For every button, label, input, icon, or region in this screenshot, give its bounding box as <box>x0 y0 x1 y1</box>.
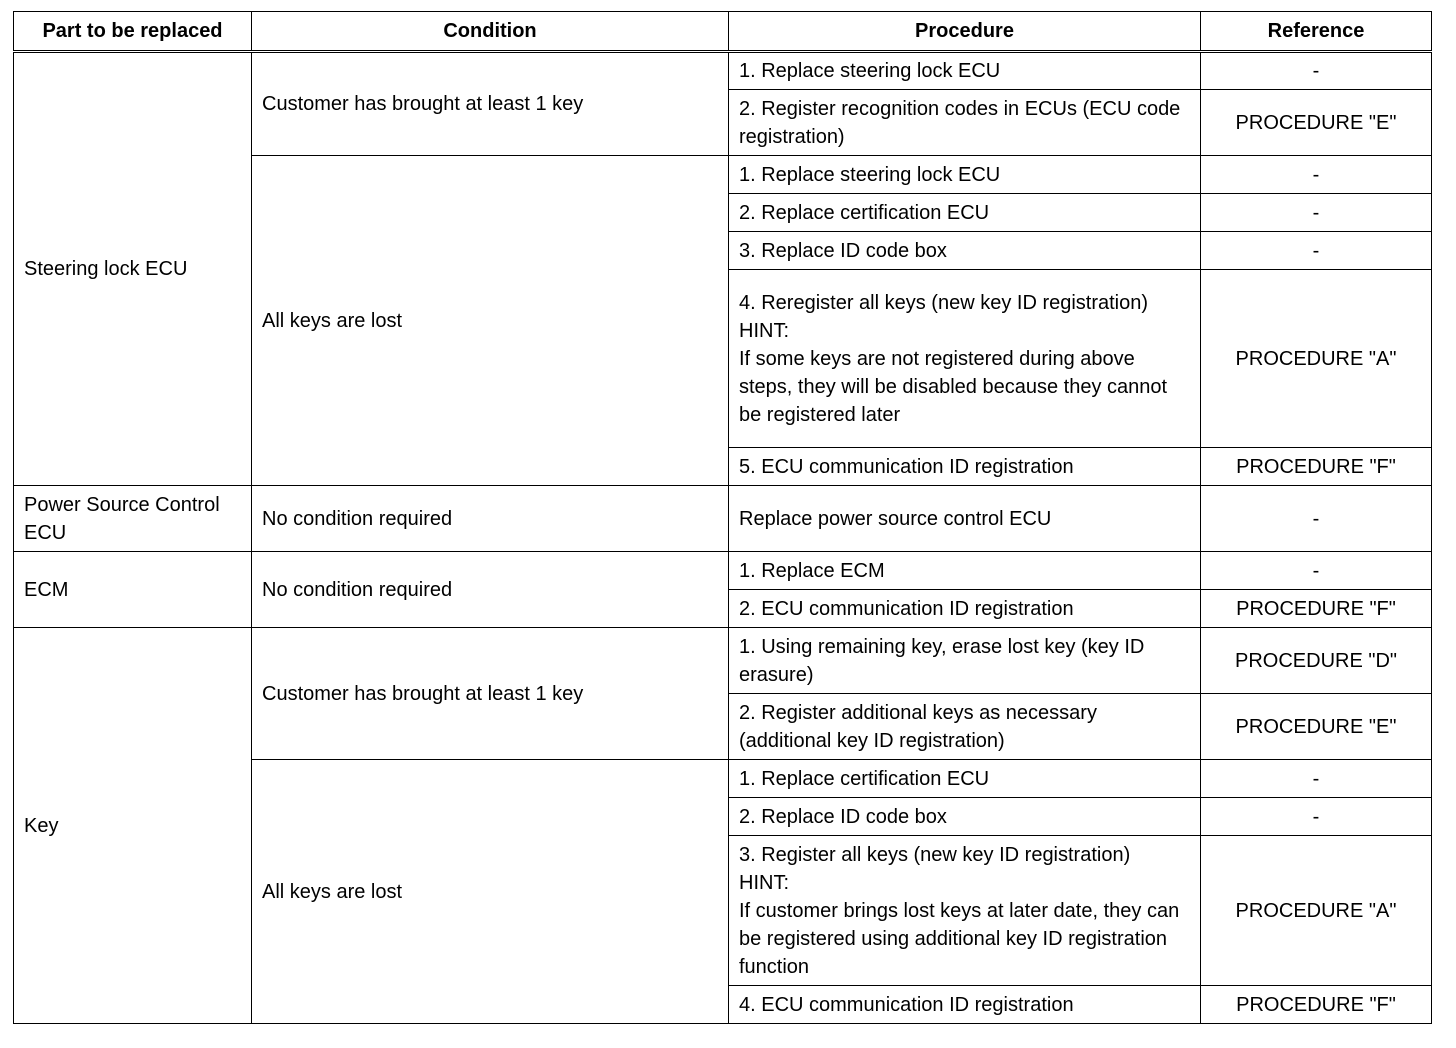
procedure-text: 3. Replace ID code box <box>739 239 947 262</box>
condition-cell: No condition required <box>252 552 729 628</box>
procedure-cell <box>729 156 1201 194</box>
procedure-cell <box>729 694 1201 760</box>
procedure-cell <box>729 194 1201 232</box>
procedure-text: 2. Register recognition codes in ECUs (ECU code registration) <box>739 97 1181 148</box>
hint-label: HINT: <box>739 871 789 894</box>
part-cell: Steering lock ECU <box>14 52 252 486</box>
hint-label: HINT: <box>739 319 789 342</box>
reference-cell: - <box>1201 194 1432 232</box>
procedure-cell <box>729 90 1201 156</box>
condition-cell: All keys are lost <box>252 156 729 486</box>
reference-cell: - <box>1201 486 1432 552</box>
hint-text: If customer brings lost keys at later date, they can be registered using additional key ID registration function <box>739 899 1180 978</box>
header-procedure: Procedure <box>729 12 1201 52</box>
reference-cell: - <box>1201 156 1432 194</box>
procedure-text: Replace power source control ECU <box>739 507 1052 530</box>
reference-cell: PROCEDURE "F" <box>1201 448 1432 486</box>
procedure-cell <box>729 52 1201 90</box>
condition-cell: All keys are lost <box>252 760 729 1024</box>
reference-cell: - <box>1201 52 1432 90</box>
procedure-text: 1. Replace steering lock ECU <box>739 60 1001 82</box>
replacement-table-container <box>13 11 1431 1024</box>
reference-cell: PROCEDURE "F" <box>1201 590 1432 628</box>
hint-text: If some keys are not registered during above steps, they will be disabled because they cannot be registered later <box>739 347 1168 426</box>
procedure-text: 2. Replace ID code box <box>739 805 947 828</box>
procedure-text: 2. ECU communication ID registration <box>739 597 1074 620</box>
header-row <box>14 12 1432 52</box>
header-reference: Reference <box>1201 12 1432 52</box>
table-row <box>14 52 1432 90</box>
procedure-text: 3. Register all keys (new key ID registration) <box>739 843 1131 866</box>
reference-cell: PROCEDURE "E" <box>1201 90 1432 156</box>
header-condition: Condition <box>252 12 729 52</box>
reference-cell: - <box>1201 760 1432 798</box>
procedure-text: 5. ECU communication ID registration <box>739 455 1074 478</box>
procedure-cell <box>729 448 1201 486</box>
reference-cell: PROCEDURE "D" <box>1201 628 1432 694</box>
reference-cell: - <box>1201 232 1432 270</box>
procedure-text: 2. Register additional keys as necessary (additional key ID registration) <box>739 701 1097 752</box>
condition-cell: No condition required <box>252 486 729 552</box>
part-cell: Key <box>14 628 252 1024</box>
table-row <box>14 628 1432 694</box>
reference-cell: - <box>1201 798 1432 836</box>
procedure-cell <box>729 798 1201 836</box>
procedure-text: 1. Replace ECM <box>739 559 885 582</box>
procedure-text: 4. ECU communication ID registration <box>739 993 1074 1016</box>
procedure-cell <box>729 270 1201 448</box>
procedure-text: 4. Reregister all keys (new key ID registration) <box>739 291 1149 314</box>
part-cell: Power Source Control ECU <box>14 486 252 552</box>
reference-cell: PROCEDURE "A" <box>1201 270 1432 448</box>
header-part: Part to be replaced <box>14 12 252 52</box>
condition-cell: Customer has brought at least 1 key <box>252 628 729 760</box>
procedure-cell <box>729 986 1201 1024</box>
procedure-cell <box>729 486 1201 552</box>
table-body <box>14 52 1432 1024</box>
procedure-text: 1. Using remaining key, erase lost key (key ID erasure) <box>739 635 1145 686</box>
procedure-cell <box>729 590 1201 628</box>
reference-cell: PROCEDURE "E" <box>1201 694 1432 760</box>
reference-cell: PROCEDURE "F" <box>1201 986 1432 1024</box>
reference-cell: - <box>1201 552 1432 590</box>
procedure-cell <box>729 760 1201 798</box>
part-cell: ECM <box>14 552 252 628</box>
procedure-cell <box>729 232 1201 270</box>
procedure-cell <box>729 552 1201 590</box>
procedure-text: 1. Replace steering lock ECU <box>739 163 1001 186</box>
table-row <box>14 552 1432 590</box>
reference-cell: PROCEDURE "A" <box>1201 836 1432 986</box>
table-row <box>14 486 1432 552</box>
condition-cell: Customer has brought at least 1 key <box>252 52 729 156</box>
procedure-cell <box>729 836 1201 986</box>
procedure-cell <box>729 628 1201 694</box>
replacement-procedure-table <box>13 11 1432 1024</box>
procedure-text: 1. Replace certification ECU <box>739 767 990 790</box>
procedure-text: 2. Replace certification ECU <box>739 201 990 224</box>
